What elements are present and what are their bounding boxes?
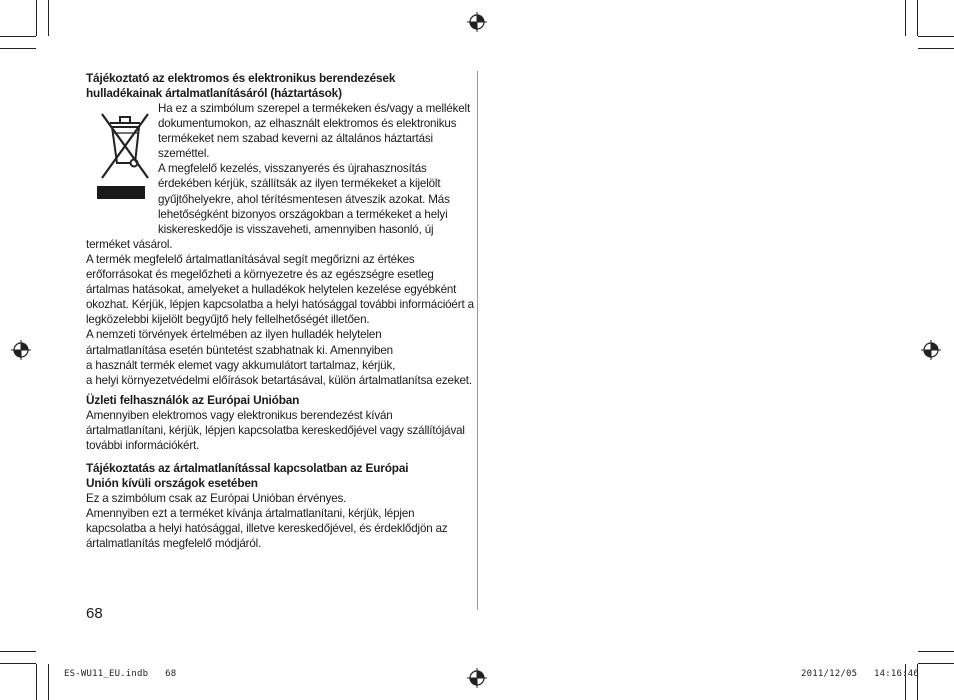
paragraph-line: a használt termék elemet vagy akkumulátort tartalmaz, kérjük, <box>86 358 396 372</box>
registration-mark-icon <box>11 340 31 360</box>
weee-symbol <box>86 101 156 230</box>
paragraph-line: a helyi környezetvédelmi előírások betartásával, külön ártalmatlanítsa ezeket. <box>86 373 472 387</box>
crop-mark <box>48 664 49 700</box>
crop-mark <box>918 663 954 664</box>
paragraph: Ez a szimbólum csak az Európai Unióban érvényes. <box>86 492 347 506</box>
crop-mark <box>905 0 906 36</box>
crop-mark <box>0 663 36 664</box>
heading-line: Unión kívüli országok esetében <box>86 476 258 491</box>
paragraph: A megfelelő kezelés, visszanyerés és újrahasznosítás érdekében kérjük, szállítsák az ilyen termékeket a kijelölt gyűjtőhelyekre, ahol térítésmentesen átveszik azokat. Más lehetőségként bizonyos országokban a termékeket a helyi kiskereskedője is visszaveheti, amennyiben hasonló, új terméket vásárol. <box>86 162 450 251</box>
page-number: 68 <box>86 605 103 622</box>
crop-mark <box>917 0 918 36</box>
heading-line: hulladékainak ártalmatlanításáról (háztartások) <box>86 86 342 100</box>
registration-mark-icon <box>921 340 941 360</box>
paragraph-line: A nemzeti törvények értelmében az ilyen hulladék helytelen <box>86 328 382 342</box>
paragraph: A termék megfelelő ártalmatlanításával segít megőrizni az értékes erőforrásokat és megelőzheti a környezetre és az egészségre esetleg ártalmas hatásokat, amelyeket a hulladékok helytelen kezelése egyébként okozhat. Kérjük, lépjen kapcsolatba a helyi hatósággal további információért a legközelebbi kijelölt begyűjtő hely fellelhetőségét illetően. <box>86 252 474 327</box>
heading-line: Tájékoztatás az ártalmatlanítással kapcsolatban az Európai <box>86 461 409 476</box>
crop-mark <box>0 36 36 37</box>
crop-mark <box>918 651 954 652</box>
crop-mark <box>918 48 954 49</box>
slug-date-time: 2011/12/05 14:16:46 <box>801 669 919 679</box>
registration-mark-icon <box>467 668 487 688</box>
slug-file-info: ES-WU11_EU.indb 68 <box>64 669 177 679</box>
crop-mark <box>918 36 954 37</box>
heading-line: Tájékoztató az elektromos és elektronikus berendezések <box>86 71 396 85</box>
paragraph <box>86 327 474 387</box>
crop-mark <box>0 651 36 652</box>
document-body <box>86 71 474 551</box>
crop-mark <box>48 0 49 36</box>
crop-mark <box>36 664 37 700</box>
registration-mark-icon <box>467 12 487 32</box>
weee-crossed-bin-icon <box>94 101 154 229</box>
column-divider <box>477 71 478 610</box>
section-heading-business-users: Üzleti felhasználók az Európai Unióban <box>86 392 300 407</box>
crop-mark <box>0 48 36 49</box>
paragraph: Amennyiben ezt a terméket kívánja ártalmatlanítani, kérjük, lépjen kapcsolatba a helyi hatósággal, illetve kereskedőjével, és érdeklődjön az ártalmatlanítás megfelelő módjáról. <box>86 507 448 551</box>
paragraph-line: ártalmatlanítása esetén büntetést szabhatnak ki. Amennyiben <box>86 343 393 357</box>
paragraph: Amennyiben elektromos vagy elektronikus berendezést kíván ártalmatlanítani, kérjük, lépjen kapcsolatba kereskedőjével vagy szállítójával további információkért. <box>86 408 465 452</box>
section-heading-weee <box>86 71 474 101</box>
section-heading-non-eu <box>86 461 474 491</box>
crop-mark <box>36 0 37 36</box>
paragraph: Ha ez a szimbólum szerepel a termékeken és/vagy a mellékelt dokumentumokon, az elhasznált elektromos és elektronikus termékeket nem szabad keverni az általános háztartási szeméttel. <box>158 102 471 161</box>
